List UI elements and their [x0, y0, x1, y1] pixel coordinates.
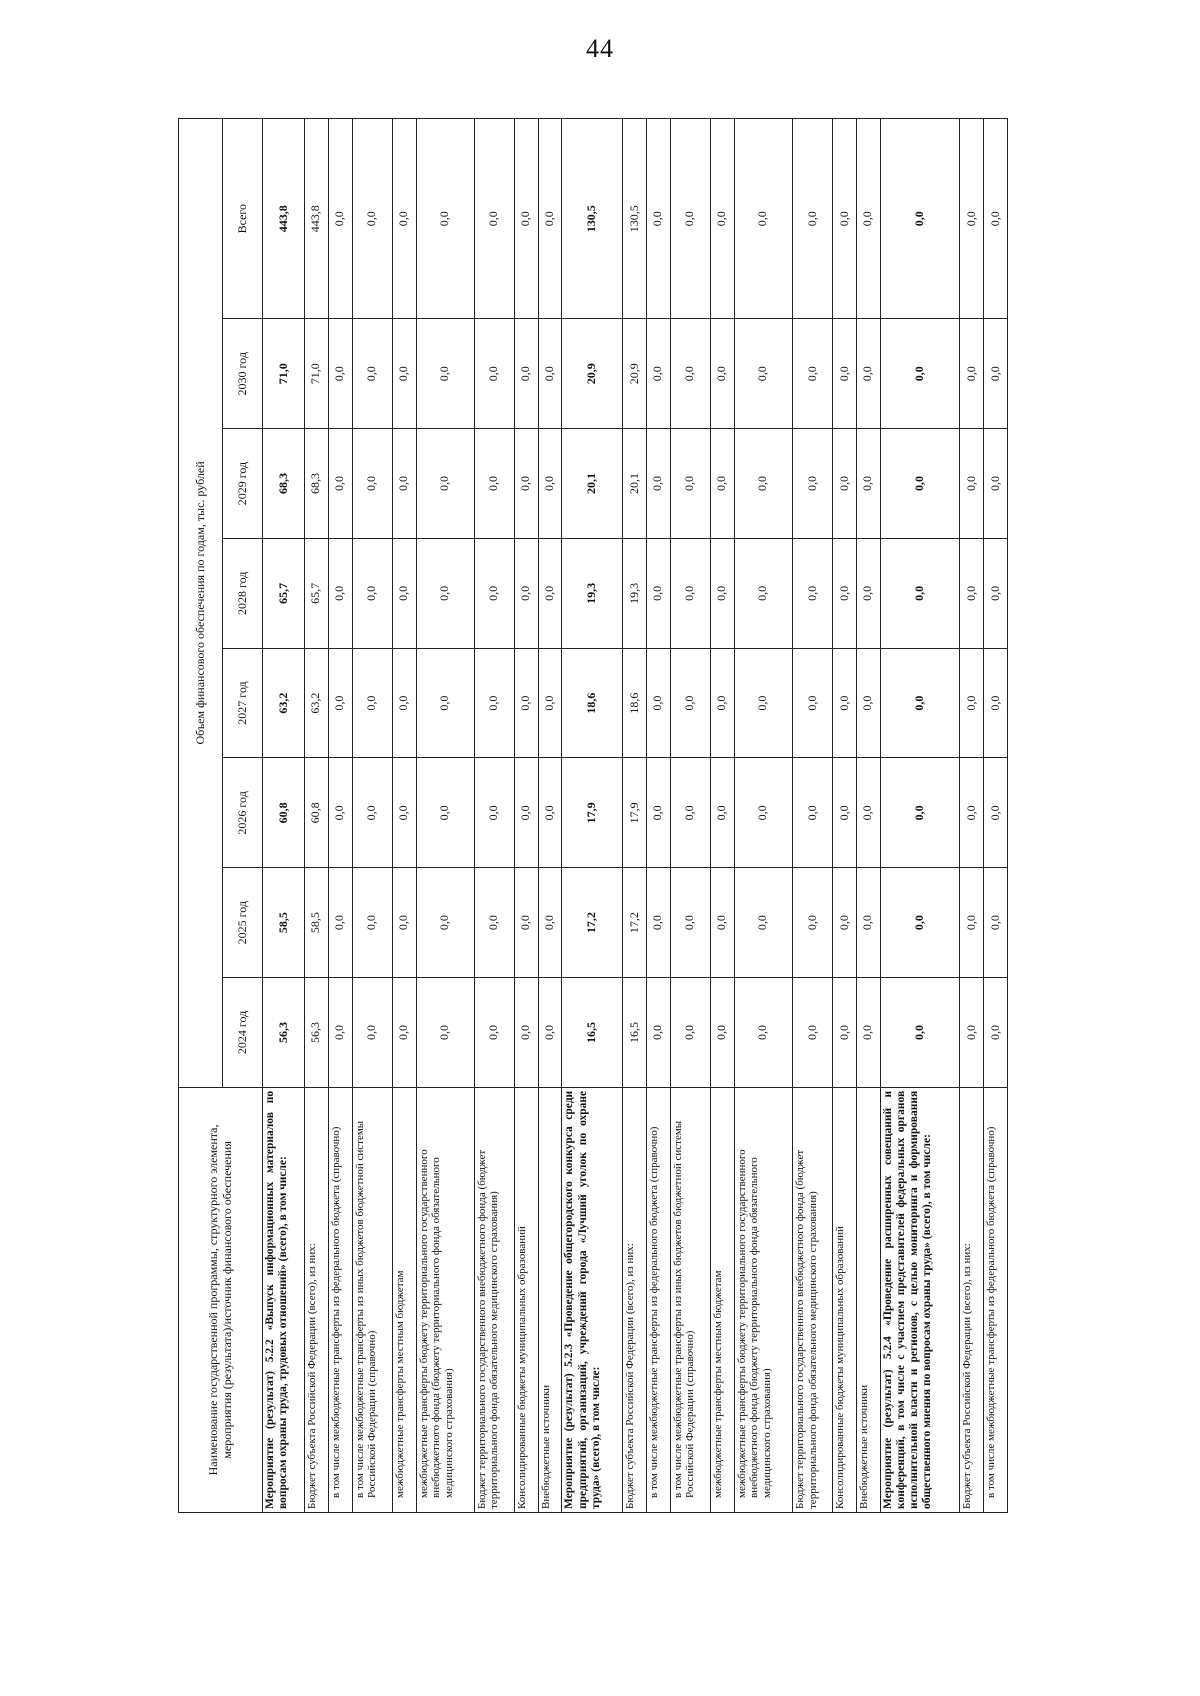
- row-value: 0,0: [328, 319, 352, 429]
- row-value: 0,0: [416, 429, 474, 539]
- row-value: 0,0: [416, 319, 474, 429]
- table-row: [263, 119, 305, 1513]
- row-value: 0,0: [392, 868, 416, 978]
- row-value: 0,0: [792, 119, 832, 319]
- row-value: 0,0: [416, 538, 474, 648]
- row-value: 0,0: [833, 429, 857, 539]
- row-value: 0,0: [416, 119, 474, 319]
- row-value: 0,0: [792, 868, 832, 978]
- row-value: 0,0: [880, 319, 959, 429]
- row-value: 0,0: [792, 648, 832, 758]
- row-value: 0,0: [734, 538, 792, 648]
- row-value: 0,0: [710, 758, 734, 868]
- header-year-6: 2030 год: [223, 319, 263, 429]
- row-value: 0,0: [856, 119, 880, 319]
- row-value: 0,0: [734, 758, 792, 868]
- row-value: 0,0: [514, 978, 538, 1088]
- header-year-7: Всего: [223, 119, 263, 319]
- row-value: 0,0: [416, 758, 474, 868]
- row-value: 0,0: [856, 538, 880, 648]
- row-label: в том числе межбюджетные трансферты из иных бюджетов бюджетной системы Российской Федерации (справочно): [670, 1087, 710, 1512]
- row-value: 16,5: [562, 978, 623, 1088]
- row-value: 0,0: [328, 429, 352, 539]
- row-value: 17,9: [562, 758, 623, 868]
- row-value: 0,0: [328, 119, 352, 319]
- row-value: 0,0: [983, 538, 1007, 648]
- row-value: 0,0: [646, 538, 670, 648]
- table-row: [416, 119, 474, 1513]
- row-value: 0,0: [856, 319, 880, 429]
- header-year-5: 2029 год: [223, 429, 263, 539]
- row-value: 0,0: [474, 429, 514, 539]
- row-value: 0,0: [328, 868, 352, 978]
- row-value: 65,7: [263, 538, 305, 648]
- row-label: в том числе межбюджетные трансферты из федерального бюджета (справочно): [328, 1087, 352, 1512]
- row-value: 0,0: [328, 538, 352, 648]
- row-value: 0,0: [710, 119, 734, 319]
- header-year-4: 2028 год: [223, 538, 263, 648]
- row-value: 0,0: [646, 648, 670, 758]
- row-value: 0,0: [710, 319, 734, 429]
- row-label: в том числе межбюджетные трансферты из федерального бюджета (справочно): [646, 1087, 670, 1512]
- row-value: 0,0: [856, 429, 880, 539]
- row-value: 0,0: [983, 648, 1007, 758]
- header-year-0: 2024 год: [223, 978, 263, 1088]
- row-value: 63,2: [263, 648, 305, 758]
- row-value: 0,0: [670, 429, 710, 539]
- financing-table: [178, 118, 1008, 1513]
- row-value: 0,0: [670, 119, 710, 319]
- row-value: 56,3: [304, 978, 328, 1088]
- row-value: 0,0: [352, 119, 392, 319]
- row-value: 0,0: [880, 868, 959, 978]
- row-value: 0,0: [416, 648, 474, 758]
- row-value: 0,0: [646, 978, 670, 1088]
- row-value: 0,0: [392, 429, 416, 539]
- row-value: 0,0: [514, 868, 538, 978]
- row-value: 58,5: [263, 868, 305, 978]
- header-year-3: 2027 год: [223, 648, 263, 758]
- row-value: 19,3: [562, 538, 623, 648]
- row-value: 71,0: [304, 319, 328, 429]
- table-row: [710, 119, 734, 1513]
- row-value: 60,8: [263, 758, 305, 868]
- row-value: 0,0: [328, 648, 352, 758]
- row-value: 0,0: [392, 119, 416, 319]
- row-value: 0,0: [880, 758, 959, 868]
- row-value: 0,0: [833, 758, 857, 868]
- row-value: 0,0: [352, 319, 392, 429]
- row-value: 0,0: [960, 648, 984, 758]
- row-value: 0,0: [474, 758, 514, 868]
- table-row: [538, 119, 562, 1513]
- row-value: 0,0: [734, 868, 792, 978]
- row-value: 0,0: [352, 538, 392, 648]
- row-label: Мероприятие (результат) 5.2.2 «Выпуск информационных материалов по вопросам охраны труда, трудовых отношений» (всего), в том числе:: [263, 1087, 305, 1512]
- row-label: Бюджет субъекта Российской Федерации (всего), из них:: [960, 1087, 984, 1512]
- table-row: [328, 119, 352, 1513]
- row-value: 0,0: [960, 978, 984, 1088]
- row-value: 68,3: [304, 429, 328, 539]
- row-value: 17,9: [623, 758, 647, 868]
- row-value: 58,5: [304, 868, 328, 978]
- row-value: 0,0: [880, 538, 959, 648]
- row-value: 17,2: [623, 868, 647, 978]
- row-value: 0,0: [514, 648, 538, 758]
- row-value: 0,0: [474, 538, 514, 648]
- row-value: 0,0: [392, 538, 416, 648]
- row-value: 0,0: [983, 758, 1007, 868]
- row-value: 0,0: [792, 978, 832, 1088]
- row-value: 0,0: [710, 978, 734, 1088]
- row-value: 63,2: [304, 648, 328, 758]
- row-value: 0,0: [538, 429, 562, 539]
- page-number: 44: [586, 34, 614, 63]
- row-value: 0,0: [833, 648, 857, 758]
- table-row: [792, 119, 832, 1513]
- row-value: 0,0: [710, 538, 734, 648]
- row-value: 0,0: [734, 648, 792, 758]
- table-row: [670, 119, 710, 1513]
- table-row: [646, 119, 670, 1513]
- row-value: 0,0: [856, 868, 880, 978]
- rotated-table-container: [178, 118, 1008, 1513]
- table-row: [474, 119, 514, 1513]
- table-row: [304, 119, 328, 1513]
- row-value: 130,5: [562, 119, 623, 319]
- row-value: 16,5: [623, 978, 647, 1088]
- row-label: межбюджетные трансферты местным бюджетам: [710, 1087, 734, 1512]
- row-value: 0,0: [792, 758, 832, 868]
- row-value: 0,0: [538, 978, 562, 1088]
- row-value: 0,0: [474, 319, 514, 429]
- row-value: 0,0: [538, 758, 562, 868]
- row-value: 0,0: [514, 538, 538, 648]
- header-financing-group: Объем финансового обеспечения по годам, тыс. рублей: [179, 119, 223, 1088]
- row-value: 0,0: [983, 319, 1007, 429]
- row-value: 443,8: [263, 119, 305, 319]
- row-value: 0,0: [392, 758, 416, 868]
- row-value: 0,0: [880, 648, 959, 758]
- row-value: 0,0: [646, 429, 670, 539]
- row-label: Бюджет территориального государственного внебюджетного фонда (бюджет территориального фонда обязательного медицинского страхования): [474, 1087, 514, 1512]
- row-value: 0,0: [416, 978, 474, 1088]
- row-value: 0,0: [328, 978, 352, 1088]
- row-value: 56,3: [263, 978, 305, 1088]
- row-value: 0,0: [960, 119, 984, 319]
- row-value: 0,0: [670, 538, 710, 648]
- table-row: [880, 119, 959, 1513]
- row-value: 0,0: [352, 758, 392, 868]
- row-value: 18,6: [623, 648, 647, 758]
- row-value: 0,0: [880, 429, 959, 539]
- row-value: 0,0: [352, 429, 392, 539]
- row-value: 0,0: [538, 868, 562, 978]
- table-row: [960, 119, 984, 1513]
- row-value: 0,0: [538, 119, 562, 319]
- row-label: Консолидированные бюджеты муниципальных образований: [514, 1087, 538, 1512]
- row-value: 0,0: [960, 319, 984, 429]
- row-label: Бюджет субъекта Российской Федерации (всего), из них:: [304, 1087, 328, 1512]
- row-value: 0,0: [792, 538, 832, 648]
- row-value: 0,0: [792, 319, 832, 429]
- row-value: 0,0: [474, 868, 514, 978]
- row-label: Внебюджетные источники: [856, 1087, 880, 1512]
- row-value: 0,0: [646, 119, 670, 319]
- row-value: 65,7: [304, 538, 328, 648]
- table-row: [983, 119, 1007, 1513]
- row-value: 20,1: [623, 429, 647, 539]
- row-value: 0,0: [474, 978, 514, 1088]
- row-label: Внебюджетные источники: [538, 1087, 562, 1512]
- row-value: 0,0: [833, 868, 857, 978]
- table-row: [352, 119, 392, 1513]
- row-label: Бюджет территориального государственного внебюджетного фонда (бюджет территориального фонда обязательного медицинского страхования): [792, 1087, 832, 1512]
- row-value: 0,0: [538, 538, 562, 648]
- row-value: 0,0: [880, 119, 959, 319]
- row-value: 0,0: [856, 648, 880, 758]
- row-value: 0,0: [856, 758, 880, 868]
- row-value: 0,0: [833, 119, 857, 319]
- table-row: [562, 119, 623, 1513]
- row-value: 20,1: [562, 429, 623, 539]
- row-value: 0,0: [983, 119, 1007, 319]
- row-value: 0,0: [328, 758, 352, 868]
- row-value: 20,9: [562, 319, 623, 429]
- row-label: в том числе межбюджетные трансферты из иных бюджетов бюджетной системы Российской Федерации (справочно): [352, 1087, 392, 1512]
- row-value: 0,0: [670, 868, 710, 978]
- header-year-1: 2025 год: [223, 868, 263, 978]
- row-value: 0,0: [856, 978, 880, 1088]
- row-value: 0,0: [960, 758, 984, 868]
- row-value: 0,0: [514, 119, 538, 319]
- row-value: 0,0: [670, 648, 710, 758]
- row-value: 0,0: [514, 319, 538, 429]
- row-label: Мероприятие (результат) 5.2.4 «Проведение расширенных совещаний и конференций, в том числе с участием представителей федеральных органов исполнительной власти и регионов, с целью мониторинга и формирования общественного мнения по вопросам охраны труда» (всего), в том числе:: [880, 1087, 959, 1512]
- row-value: 130,5: [623, 119, 647, 319]
- row-value: 0,0: [514, 429, 538, 539]
- row-value: 0,0: [670, 758, 710, 868]
- row-value: 0,0: [983, 429, 1007, 539]
- row-value: 0,0: [538, 648, 562, 758]
- row-label: Консолидированные бюджеты муниципальных образований: [833, 1087, 857, 1512]
- row-value: 0,0: [960, 429, 984, 539]
- row-value: 0,0: [474, 119, 514, 319]
- row-value: 0,0: [352, 868, 392, 978]
- row-value: 0,0: [734, 119, 792, 319]
- row-value: 0,0: [416, 868, 474, 978]
- row-value: 0,0: [392, 648, 416, 758]
- table-row: [392, 119, 416, 1513]
- row-value: 0,0: [880, 978, 959, 1088]
- row-value: 0,0: [734, 319, 792, 429]
- table-header: [179, 119, 263, 1513]
- header-year-2: 2026 год: [223, 758, 263, 868]
- table-row: [623, 119, 647, 1513]
- row-value: 0,0: [710, 648, 734, 758]
- row-value: 60,8: [304, 758, 328, 868]
- row-value: 19,3: [623, 538, 647, 648]
- row-label: межбюджетные трансферты местным бюджетам: [392, 1087, 416, 1512]
- row-value: 0,0: [392, 978, 416, 1088]
- row-label: межбюджетные трансферты бюджету территориального государственного внебюджетного фонда (бюджету территориального фонда обязательного медицинского страхования): [734, 1087, 792, 1512]
- row-value: 17,2: [562, 868, 623, 978]
- row-value: 443,8: [304, 119, 328, 319]
- row-value: 0,0: [833, 319, 857, 429]
- row-value: 0,0: [983, 978, 1007, 1088]
- row-value: 0,0: [710, 429, 734, 539]
- row-value: 0,0: [792, 429, 832, 539]
- row-value: 0,0: [960, 538, 984, 648]
- row-value: 0,0: [352, 648, 392, 758]
- row-value: 0,0: [352, 978, 392, 1088]
- row-value: 0,0: [833, 978, 857, 1088]
- row-value: 0,0: [474, 648, 514, 758]
- row-value: 0,0: [646, 868, 670, 978]
- row-value: 0,0: [514, 758, 538, 868]
- row-value: 0,0: [670, 978, 710, 1088]
- row-value: 71,0: [263, 319, 305, 429]
- row-value: 0,0: [646, 758, 670, 868]
- table-row: [734, 119, 792, 1513]
- row-label: в том числе межбюджетные трансферты из федерального бюджета (справочно): [983, 1087, 1007, 1512]
- row-value: 0,0: [670, 319, 710, 429]
- row-value: 0,0: [734, 978, 792, 1088]
- row-label: Бюджет субъекта Российской Федерации (всего), из них:: [623, 1087, 647, 1512]
- row-value: 20,9: [623, 319, 647, 429]
- row-value: 0,0: [983, 868, 1007, 978]
- table-body: [263, 119, 1008, 1513]
- header-name-column: Наименование государственной программы, структурного элемента, мероприятия (результата)/источник финансового обеспечения: [179, 1087, 263, 1512]
- row-value: 68,3: [263, 429, 305, 539]
- row-label: межбюджетные трансферты бюджету территориального государственного внебюджетного фонда (бюджету территориального фонда обязательного медицинского страхования): [416, 1087, 474, 1512]
- row-value: 0,0: [646, 319, 670, 429]
- row-value: 0,0: [734, 429, 792, 539]
- table-row: [856, 119, 880, 1513]
- row-value: 0,0: [833, 538, 857, 648]
- row-value: 18,6: [562, 648, 623, 758]
- table-row: [514, 119, 538, 1513]
- row-value: 0,0: [392, 319, 416, 429]
- row-value: 0,0: [710, 868, 734, 978]
- row-value: 0,0: [960, 868, 984, 978]
- row-label: Мероприятие (результат) 5.2.3 «Проведение общегородского конкурса среди предприятий, организаций, учреждений города «Лучший уголок по охране труда» (всего), в том числе:: [562, 1087, 623, 1512]
- row-value: 0,0: [538, 319, 562, 429]
- table-row: [833, 119, 857, 1513]
